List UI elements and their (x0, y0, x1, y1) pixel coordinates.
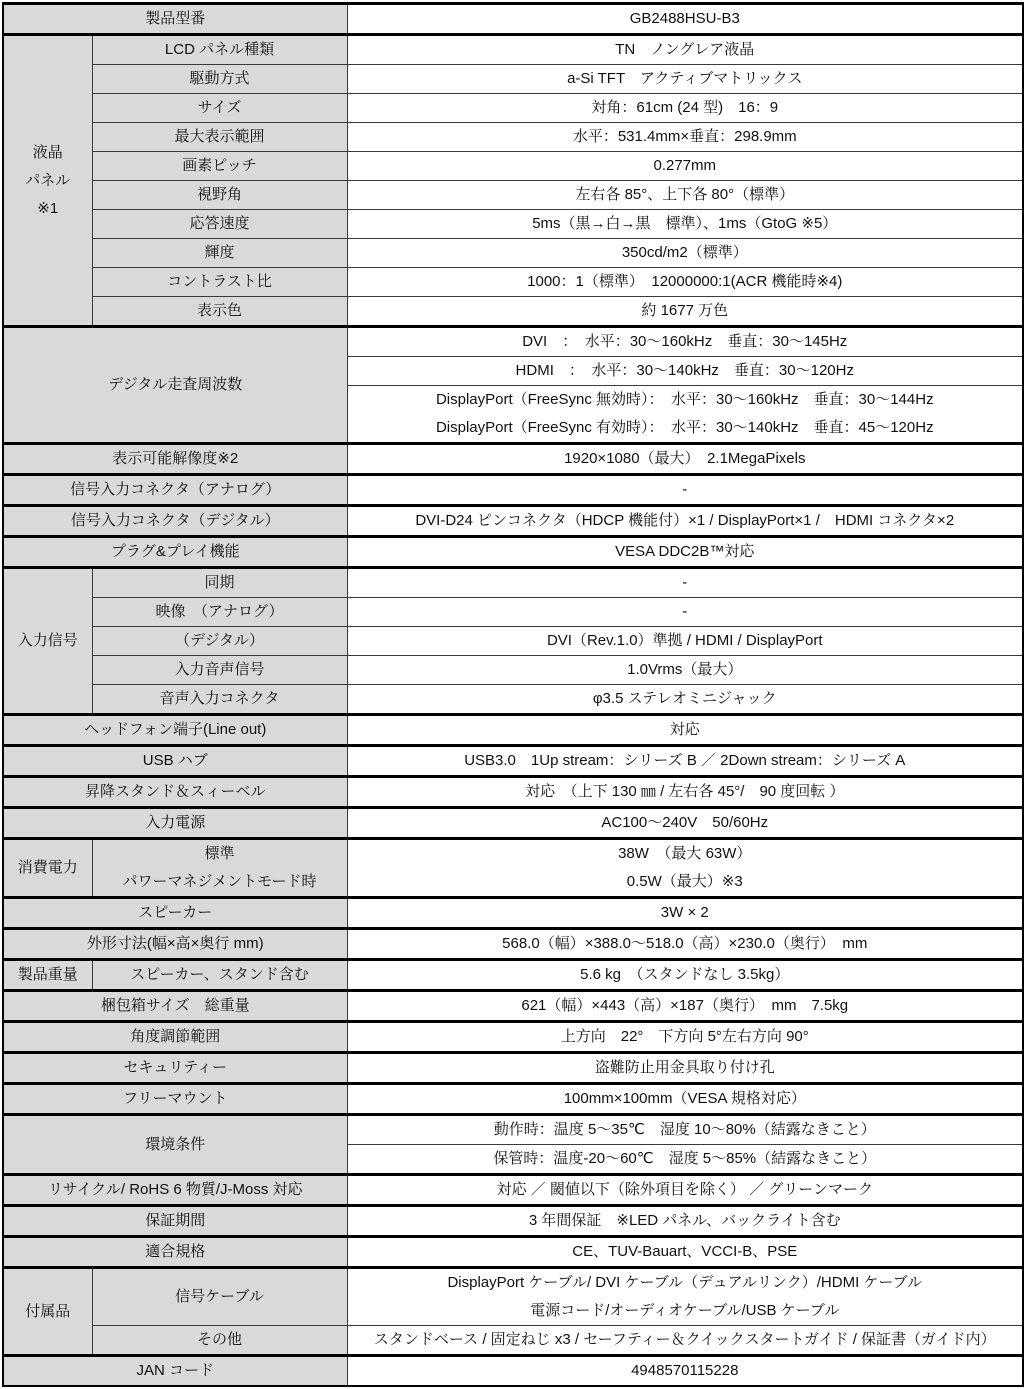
spec-label: 画素ピッチ (92, 152, 347, 181)
spec-value: 100mm×100mm（VESA 規格対応） (347, 1084, 1023, 1115)
spec-label: スピーカー (3, 898, 347, 929)
spec-value: a-Si TFT アクティブマトリックス (347, 65, 1023, 94)
spec-row (3, 746, 1023, 777)
spec-row (3, 1115, 1023, 1145)
spec-label: フリーマウント (3, 1084, 347, 1115)
spec-row (3, 991, 1023, 1022)
spec-value: 350cd/m2（標準） (347, 239, 1023, 268)
spec-group-label (3, 960, 92, 991)
spec-row (3, 1053, 1023, 1084)
text-line: 製品重量 (17, 966, 78, 983)
spec-value: 1.0Vrms（最大） (347, 656, 1023, 685)
spec-label: 信号入力コネクタ（デジタル） (3, 506, 347, 537)
spec-row (3, 210, 1023, 239)
spec-value: GB2488HSU-B3 (347, 4, 1023, 35)
spec-value: DVI（Rev.1.0）準拠 / HDMI / DisplayPort (347, 627, 1023, 656)
spec-group-label (3, 839, 92, 898)
spec-value: - (347, 568, 1023, 598)
spec-value: - (347, 475, 1023, 506)
spec-row (3, 152, 1023, 181)
spec-label: 同期 (92, 568, 347, 598)
spec-row (3, 1237, 1023, 1268)
spec-label: JAN コード (3, 1356, 347, 1387)
spec-label: 角度調節範囲 (3, 1022, 347, 1053)
spec-value: AC100～240V 50/60Hz (347, 808, 1023, 839)
spec-value: USB3.0 1Up stream：シリーズ B ／ 2Down stream：シリーズ A (347, 746, 1023, 777)
spec-label: コントラスト比 (92, 268, 347, 297)
spec-row (3, 444, 1023, 475)
spec-row (3, 1084, 1023, 1115)
spec-row (3, 475, 1023, 506)
spec-label: 信号入力コネクタ（アナログ） (3, 475, 347, 506)
spec-value (347, 386, 1023, 444)
spec-label: LCD パネル種類 (92, 35, 347, 65)
spec-group-label (3, 1268, 92, 1356)
spec-value: 568.0（幅）×388.0～518.0（高）×230.0（奥行） mm (347, 929, 1023, 960)
spec-table-body (3, 4, 1023, 1387)
spec-value: 1920×1080（最大） 2.1MegaPixels (347, 444, 1023, 475)
spec-value (347, 1268, 1023, 1326)
spec-value: 対応 ／ 閾値以下（除外項目を除く） ／ グリーンマーク (347, 1175, 1023, 1206)
spec-label: 視野角 (92, 181, 347, 210)
spec-row (3, 685, 1023, 715)
spec-value: DVI ： 水平：30～160kHz 垂直：30～145Hz (347, 327, 1023, 357)
spec-value: 水平：531.4mm×垂直：298.9mm (347, 123, 1023, 152)
spec-value: スタンドベース / 固定ねじ x3 / セーフティー＆クイックスタートガイド / 保証書（ガイド内） (347, 1326, 1023, 1356)
spec-value: 1000：1（標準） 12000000:1(ACR 機能時※4) (347, 268, 1023, 297)
spec-row (3, 929, 1023, 960)
spec-label: ヘッドフォン端子(Line out) (3, 715, 347, 746)
spec-row (3, 94, 1023, 123)
spec-row (3, 1206, 1023, 1237)
text-line: 入力信号 (17, 632, 78, 649)
spec-row (3, 297, 1023, 327)
spec-label: セキュリティー (3, 1053, 347, 1084)
spec-value: 左右各 85°、上下各 80°（標準） (347, 181, 1023, 210)
text-line: 38W （最大 63W） (618, 845, 752, 862)
spec-label: 音声入力コネクタ (92, 685, 347, 715)
spec-value: 動作時：温度 5～35℃ 湿度 10～80%（結露なきこと） (347, 1115, 1023, 1145)
text-line: 消費電力 (17, 859, 78, 876)
spec-row (3, 1175, 1023, 1206)
spec-label: 入力電源 (3, 808, 347, 839)
spec-label: 外形寸法(幅×高×奥行 mm) (3, 929, 347, 960)
spec-row (3, 239, 1023, 268)
text-line: DisplayPort（FreeSync 有効時）： 水平：30～140kHz 垂直：45～120Hz (435, 419, 934, 436)
spec-value: φ3.5 ステレオミニジャック (347, 685, 1023, 715)
text-line: 電源コード/オーディオケーブル/USB ケーブル (530, 1302, 840, 1319)
spec-table (2, 2, 1024, 1387)
spec-value: - (347, 598, 1023, 627)
spec-value: 盗難防止用金具取り付け孔 (347, 1053, 1023, 1084)
spec-row (3, 598, 1023, 627)
spec-label: 表示色 (92, 297, 347, 327)
spec-label: 輝度 (92, 239, 347, 268)
spec-group-label (3, 568, 92, 715)
spec-row (3, 777, 1023, 808)
spec-row (3, 715, 1023, 746)
spec-label: 最大表示範囲 (92, 123, 347, 152)
spec-row (3, 808, 1023, 839)
spec-label: 表示可能解像度※2 (3, 444, 347, 475)
spec-row (3, 123, 1023, 152)
spec-row (3, 4, 1023, 35)
spec-label: 入力音声信号 (92, 656, 347, 685)
spec-value: 5ms（黒→白→黒 標準）、1ms（GtoG ※5） (347, 210, 1023, 239)
spec-row (3, 35, 1023, 65)
spec-row (3, 181, 1023, 210)
spec-row (3, 327, 1023, 357)
spec-row (3, 627, 1023, 656)
spec-label: スピーカー、スタンド含む (92, 960, 347, 991)
spec-label: リサイクル/ RoHS 6 物質/J-Moss 対応 (3, 1175, 347, 1206)
spec-value: 約 1677 万色 (347, 297, 1023, 327)
spec-row (3, 506, 1023, 537)
spec-value: 3W × 2 (347, 898, 1023, 929)
spec-label: USB ハブ (3, 746, 347, 777)
spec-label: 製品型番 (3, 4, 347, 35)
text-line: パネル (25, 171, 71, 189)
text-line: DisplayPort（FreeSync 無効時）： 水平：30～160kHz 垂直：30～144Hz (435, 391, 934, 408)
spec-row (3, 656, 1023, 685)
spec-label: 環境条件 (3, 1115, 347, 1175)
spec-value: HDMI ： 水平：30～140kHz 垂直：30～120Hz (347, 357, 1023, 386)
spec-value (347, 839, 1023, 898)
spec-value: 0.277mm (347, 152, 1023, 181)
spec-row (3, 537, 1023, 568)
text-line: 付属品 (25, 1302, 71, 1320)
spec-value: 対角：61cm (24 型) 16：9 (347, 94, 1023, 123)
spec-value: TN ノングレア液晶 (347, 35, 1023, 65)
text-line: 0.5W（最大）※3 (626, 873, 743, 890)
spec-label: サイズ (92, 94, 347, 123)
spec-value: 上方向 22° 下方向 5°左右方向 90° (347, 1022, 1023, 1053)
spec-row (3, 268, 1023, 297)
spec-label: （デジタル） (92, 627, 347, 656)
spec-label: 保証期間 (3, 1206, 347, 1237)
spec-row (3, 1268, 1023, 1326)
spec-value: 4948570115228 (347, 1356, 1023, 1387)
text-line: 標準 (204, 845, 235, 862)
spec-label: 駆動方式 (92, 65, 347, 94)
spec-label: 信号ケーブル (92, 1268, 347, 1326)
text-line: DisplayPort ケーブル/ DVI ケーブル（デュアルリンク）/HDMI ケーブル (447, 1274, 923, 1291)
text-line: 液晶 (32, 143, 63, 161)
spec-row (3, 960, 1023, 991)
spec-value: 3 年間保証 ※LED パネル、バックライト含む (347, 1206, 1023, 1237)
spec-value: CE、TUV-Bauart、VCCI-B、PSE (347, 1237, 1023, 1268)
text-line: ※1 (37, 199, 59, 217)
spec-row (3, 65, 1023, 94)
spec-label: 梱包箱サイズ 総重量 (3, 991, 347, 1022)
spec-label: 応答速度 (92, 210, 347, 239)
spec-value: 対応 (347, 715, 1023, 746)
text-line: パワーマネジメントモード時 (122, 873, 317, 890)
spec-row (3, 1022, 1023, 1053)
spec-label: 適合規格 (3, 1237, 347, 1268)
spec-label (92, 839, 347, 898)
spec-value: 対応 （上下 130 ㎜ / 左右各 45°/ 90 度回転 ） (347, 777, 1023, 808)
spec-row (3, 1326, 1023, 1356)
spec-value: DVI-D24 ピンコネクタ（HDCP 機能付）×1 / DisplayPort×1 / HDMI コネクタ×2 (347, 506, 1023, 537)
spec-label: 昇降スタンド＆スィーベル (3, 777, 347, 808)
spec-label: プラグ&プレイ機能 (3, 537, 347, 568)
spec-value: 621（幅）×443（高）×187（奥行） mm 7.5kg (347, 991, 1023, 1022)
spec-group-label (3, 35, 92, 327)
spec-label: 映像 （アナログ） (92, 598, 347, 627)
spec-value: 5.6 kg （スタンドなし 3.5kg） (347, 960, 1023, 991)
spec-row (3, 1356, 1023, 1387)
spec-label: デジタル走査周波数 (3, 327, 347, 444)
spec-row (3, 898, 1023, 929)
spec-value: 保管時：温度-20～60℃ 湿度 5～85%（結露なきこと） (347, 1145, 1023, 1175)
spec-label: その他 (92, 1326, 347, 1356)
spec-row (3, 839, 1023, 898)
spec-row (3, 568, 1023, 598)
spec-value: VESA DDC2B™対応 (347, 537, 1023, 568)
